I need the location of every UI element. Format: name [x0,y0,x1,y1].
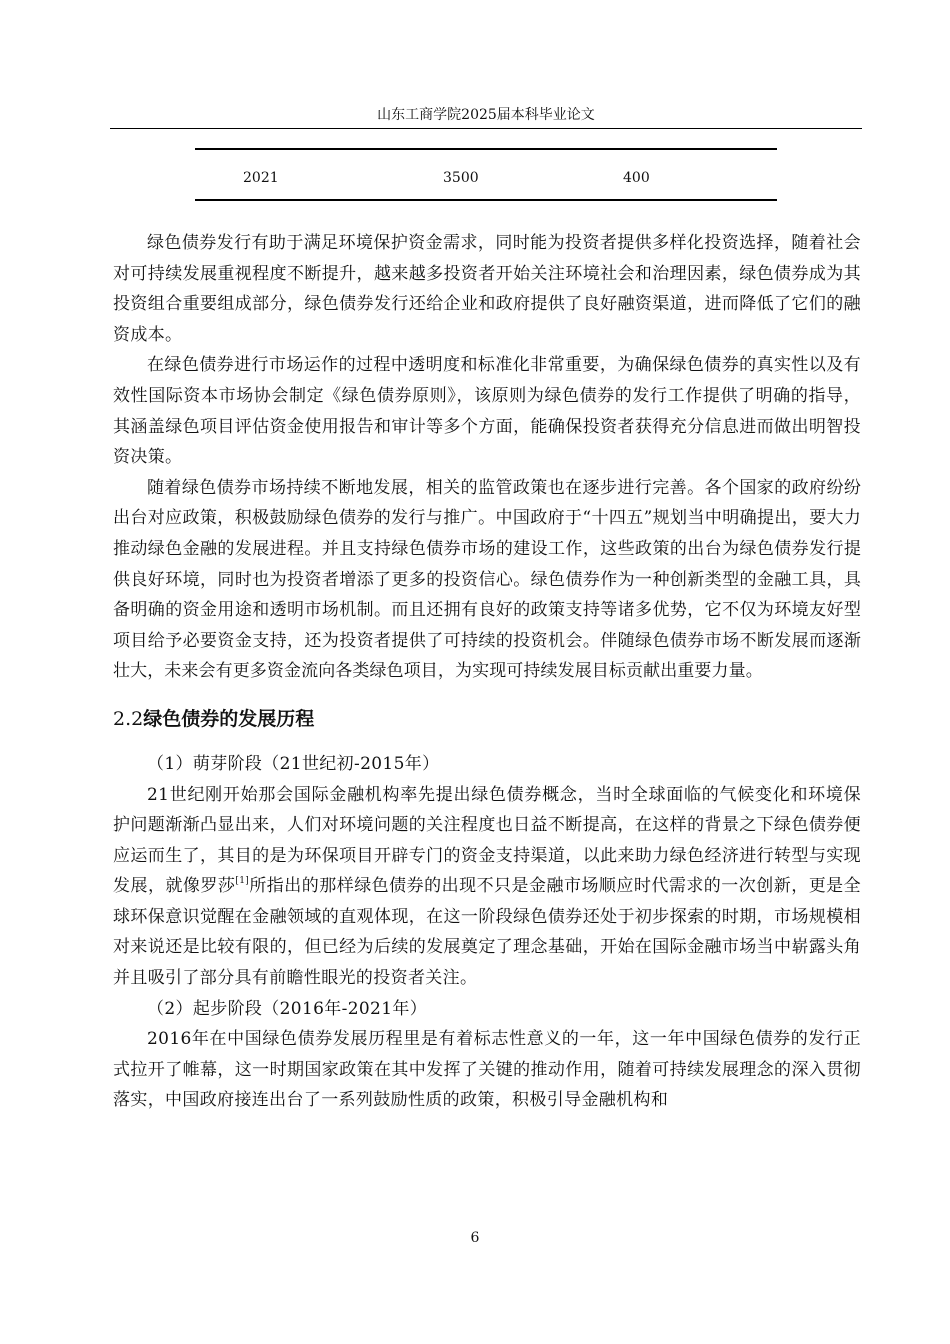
paragraph: 在绿色债券进行市场运作的过程中透明度和标准化非常重要，为确保绿色债券的真实性以及有效性国际资本市场协会制定《绿色债券原则》，该原则为绿色债券的发行工作提供了明确的指导，其涵盖绿色项目评估资金使用报告和审计等多个方面，能确保投资者获得充分信息进而做出明智投资决策。 [113,355,861,468]
table-cell-value-2: 400 [623,170,650,186]
section-title: 绿色债券的发展历程 [143,707,315,730]
body-text [113,228,861,1116]
paragraph: 绿色债券发行有助于满足环境保护资金需求，同时能为投资者提供多样化投资选择，随着社会对可持续发展重视程度不断提升，越来越多投资者开始关注环境社会和治理因素，绿色债券成为其投资组合重要组成部分，绿色债券发行还给企业和政府提供了良好融资渠道，进而降低了它们的融资成本。 [113,233,861,345]
citation-ref[interactable]: [1] [235,876,250,887]
subheading-stage-1: （1）萌芽阶段（21世纪初-2015年） [147,753,440,774]
page-number: 6 [470,1230,480,1246]
subheading-stage-2: （2）起步阶段（2016年-2021年） [147,998,428,1019]
table-cell-value-1: 3500 [443,170,479,186]
paragraph-text: 21世纪刚开始那会国际金融机构率先提出绿色债券概念，当时全球面临的气候变化和环境保护问题渐渐凸显出来，人们对环境问题的关注程度也日益不断提高，在这样的背景之下绿色债券便应运而生了，其目的是为环保项目开辟专门的资金支持渠道，以此来助力绿色经济进行转型与实现发展，就像罗莎 [113,784,861,897]
paragraph [113,780,861,994]
table-top-rule [195,148,777,150]
section-heading [113,705,861,733]
running-header: 山东工商学院2025届本科毕业论文 [377,107,595,123]
paragraph: 随着绿色债券市场持续不断地发展，相关的监管政策也在逐步进行完善。各个国家的政府纷纷出台对应政策，积极鼓励绿色债券的发行与推广。中国政府于“十四五”规划当中明确提出，要大力推动绿色金融的发展进程。并且支持绿色债券市场的建设工作，这些政策的出台为绿色债券发行提供良好环境，同时也为投资者增添了更多的投资信心。绿色债券作为一种创新类型的金融工具，具备明确的资金用途和透明市场机制。而且还拥有良好的政策支持等诸多优势，它不仅为环境友好型项目给予必要资金支持，还为投资者提供了可持续的投资机会。伴随绿色债券市场不断发展而逐渐壮大，未来会有更多资金流向各类绿色项目，为实现可持续发展目标贡献出重要力量。 [113,477,861,682]
paragraph: 2016年在中国绿色债券发展历程里是有着标志性意义的一年，这一年中国绿色债券的发行正式拉开了帷幕，这一时期国家政策在其中发挥了关键的推动作用，随着可持续发展理念的深入贯彻落实，中国政府接连出台了一系列鼓励性质的政策，积极引导金融机构和 [113,1029,861,1111]
table-bottom-rule [195,199,777,201]
section-number: 2.2 [113,707,144,730]
table-cell-year: 2021 [243,170,279,186]
paragraph-text: 所指出的那样绿色债券的出现不只是金融市场顺应时代需求的一次创新，更是全球环保意识觉醒在金融领域的直观体现，在这一阶段绿色债券还处于初步探索的时期，市场规模相对来说还是比较有限的，但已经为后续的发展奠定了理念基础，开始在国际金融市场当中崭露头角并且吸引了部分具有前瞻性眼光的投资者关注。 [113,876,862,989]
header-rule [110,128,862,129]
